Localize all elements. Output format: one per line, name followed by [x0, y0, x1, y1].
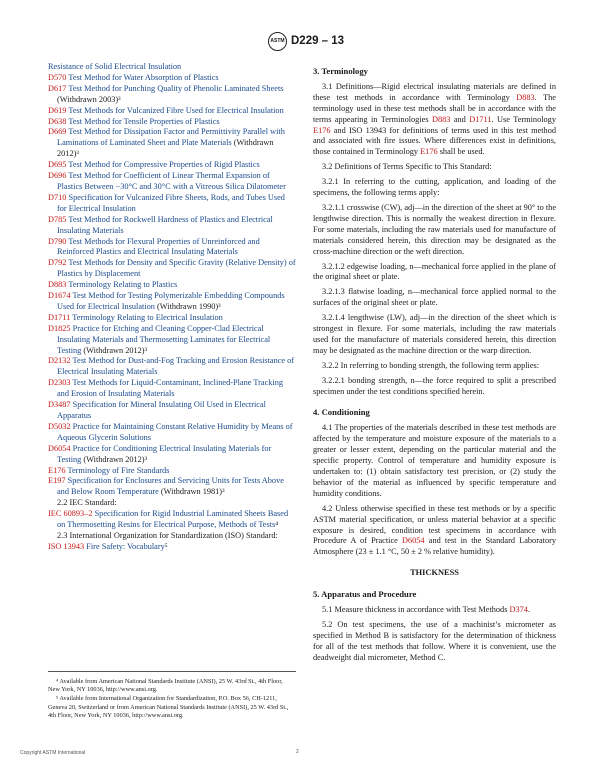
paragraph-4-1: 4.1 The properties of the materials described in these test methods are affected by the temperature and moisture exposure of the materials to a greater or lesser extent, depending on the particular material and the specific property. Control of temperature and humidity exposure is undertaken to: (1) obtain satisfactory test precision, or (2) study the behavior of the material as influenced by specific temperature and humidity conditions. — [313, 423, 556, 498]
reference-title-link[interactable]: Test Method for Compressive Properties of Rigid Plastics — [68, 160, 260, 170]
reference-code-link[interactable]: D710 — [48, 192, 67, 202]
paragraph-3-2-1-4: 3.2.1.4 lengthwise (LW), adj—in the direction of the sheet which is strongest in flexure. For some materials, including the raw materials used for the manufacture of materials considered herein, this direction may be designated as the machine direction or the warp direction. — [313, 313, 556, 355]
reference-title-link[interactable]: Test Methods for Vulcanized Fibre Used for Electrical Insulation — [68, 105, 284, 115]
right-column — [313, 62, 556, 668]
section-5-heading: 5. Apparatus and Procedure — [313, 589, 417, 600]
reference-item — [48, 160, 296, 171]
reference-title-link[interactable]: Resistance of Solid Electrical Insulation — [48, 62, 182, 71]
paragraph-3-2-1-3: 3.2.1.3 flatwise loading, n—mechanical force applied normal to the surfaces of the original sheet or plate. — [313, 287, 556, 308]
reference-item — [48, 106, 296, 117]
reference-note: (Withdrawn 2012)³ — [57, 138, 274, 159]
astm-logo-icon: ASTM — [268, 32, 287, 51]
page-header — [268, 30, 388, 52]
reference-title-link[interactable]: Test Method for Testing Polymerizable Embedding Compounds Used for Electrical Insulation — [57, 291, 285, 311]
reference-item — [48, 378, 296, 400]
reference-note: (Withdrawn 2012)³ — [81, 454, 148, 464]
left-column — [48, 62, 296, 553]
reference-code-link[interactable]: E176 — [48, 465, 66, 475]
reference-title-link[interactable]: Test Method for Punching Quality of Phenolic Laminated Sheets — [68, 83, 284, 93]
thickness-heading: THICKNESS — [410, 568, 459, 578]
paragraph-3-2-2-1: 3.2.2.1 bonding strength, n—the force required to split a prescribed specimen under the test conditions specified herein. — [313, 375, 556, 396]
iec-reference-list — [48, 509, 296, 531]
reference-code-link[interactable]: IEC 60893–2 — [48, 509, 93, 519]
footnote-5: ⁵ Available from International Organization for Standardization, P.O. Box 56, CH-1211, Geneva 20, Switzerland or from American National Standards Institute (ANSI), 25 W. 43rd St., 4th Floor, New York, NY 10036, http://www.ansi.org. — [48, 695, 289, 719]
reference-item — [48, 422, 296, 444]
iec-heading: 2.2 IEC Standard: — [57, 498, 117, 508]
reference-note: ⁴ — [275, 520, 279, 530]
reference-item — [48, 62, 296, 73]
paragraph-4-2: 4.2 Unless otherwise specified in these test methods or by a specific ASTM material specification, or unless material behavior at a specific exposure is desired, condition test specimens in accordance with Procedure A of Practice D6054 and test in the Standard Laboratory Atmosphere (23 ± 1.1 °C, 50 ± 2 % relative humidity). — [313, 503, 557, 557]
reference-title-link[interactable]: Practice for Etching and Cleaning Copper-Clad Electrical Insulating Materials and Thermosetting Laminates for Electrical Testing — [57, 323, 271, 355]
reference-note: (Withdrawn 2012)³ — [81, 345, 148, 355]
reference-note: ⁵ — [164, 541, 168, 551]
reference-code-link[interactable]: D1674 — [48, 291, 71, 301]
reference-code-link[interactable]: D1825 — [48, 323, 71, 333]
reference-code-link[interactable]: D695 — [48, 160, 67, 170]
reference-item — [48, 117, 296, 128]
reference-title-link[interactable]: Terminology Relating to Plastics — [68, 280, 178, 290]
link-e176[interactable]: E176 — [313, 125, 331, 135]
section-3-heading: 3. Terminology — [313, 66, 368, 76]
link-d883[interactable]: D883 — [431, 114, 451, 124]
reference-title-link[interactable]: Test Method for Water Absorption of Plastics — [68, 72, 219, 82]
reference-item — [48, 542, 296, 553]
paragraph-3-2-1-2: 3.2.1.2 edgewise loading, n—mechanical force applied in the plane of the original sheet or plate. — [313, 261, 556, 282]
reference-title-link[interactable]: Specification for Vulcanized Fibre Sheets, Rods, and Tubes Used for Electrical Insulation — [57, 192, 285, 213]
paragraph-3-2-2: 3.2.2 In referring to bonding strength, the following term applies: — [322, 360, 540, 370]
reference-code-link[interactable]: D790 — [48, 236, 67, 246]
reference-title-link[interactable]: Test Method for Rockwell Hardness of Plastics and Electrical Insulating Materials — [57, 214, 273, 235]
paragraph-5-1: 5.1 Measure thickness in accordance with Test Methods D374. — [322, 605, 531, 615]
reference-code-link[interactable]: D5032 — [48, 421, 71, 431]
reference-code-link[interactable]: D2303 — [48, 378, 71, 388]
link-d1711[interactable]: D1711 — [469, 114, 492, 124]
reference-item — [48, 291, 296, 313]
reference-item — [48, 258, 296, 280]
section-4-heading: 4. Conditioning — [313, 407, 370, 418]
reference-item — [48, 171, 296, 193]
reference-title-link[interactable]: Test Method for Coefficient of Linear Thermal Expansion of Plastics Between −30°C and 30°C with a Vitreous Silica Dilatometer — [57, 171, 286, 191]
reference-code-link[interactable]: ISO 13943 — [48, 541, 85, 551]
footnote-4: ⁴ Available from American National Standards Institute (ANSI), 25 W. 43rd St., 4th Floor, New York, NY 10036, http://www.ansi.org. — [48, 678, 283, 694]
reference-title-link[interactable]: Practice for Conditioning Electrical Insulating Materials for Testing — [57, 443, 272, 464]
reference-item — [48, 466, 296, 477]
reference-item — [48, 280, 296, 291]
reference-title-link[interactable]: Specification for Rigid Industrial Laminated Sheets Based on Thermosetting Resins for Electrical Purpose, Methods of Tests — [57, 509, 289, 530]
reference-list — [48, 62, 296, 498]
reference-code-link[interactable]: D3487 — [48, 400, 71, 410]
reference-title-link[interactable]: Specification for Mineral Insulating Oil Used in Electrical Apparatus — [57, 400, 266, 420]
paragraph-3-2-1: 3.2.1 In referring to the cutting, application, and loading of the specimens, the following terms apply: — [313, 177, 556, 198]
reference-code-link[interactable]: D2132 — [48, 356, 71, 366]
copyright-notice: Copyright ASTM International — [20, 750, 86, 756]
reference-title-link[interactable]: Test Methods for Density and Specific Gravity (Relative Density) of Plastics by Displacement — [57, 258, 296, 279]
reference-note: (Withdrawn 2003)³ — [57, 94, 121, 104]
reference-item — [48, 509, 296, 531]
reference-code-link[interactable]: D792 — [48, 258, 67, 268]
reference-item — [48, 476, 296, 498]
reference-item — [48, 237, 296, 259]
reference-code-link[interactable]: D619 — [48, 105, 67, 115]
iso-heading: 2.3 International Organization for Standardization (ISO) Standard: — [57, 530, 278, 540]
footnotes — [48, 671, 296, 721]
reference-item — [48, 356, 296, 378]
reference-title-link[interactable]: Test Methods for Liquid-Contaminant, Inclined-Plane Tracking and Erosion of Insulating Materials — [57, 378, 284, 399]
link-e176[interactable]: E176 — [420, 147, 438, 157]
standard-designation: D229 – 13 — [291, 35, 345, 47]
reference-item — [48, 400, 296, 422]
paragraph-5-2: 5.2 On test specimens, the use of a machinist’s micrometer as specified in Method B is satisfactory for the determination of thickness for all of the test methods that follow. Where it is convenient, use the deadweight dial micrometer, Method C. — [313, 619, 556, 662]
iso-reference-list — [48, 542, 296, 553]
reference-note: (Withdrawn 1990)³ — [154, 301, 221, 311]
reference-item — [48, 193, 296, 215]
reference-item — [48, 444, 296, 466]
page-number: 2 — [296, 749, 299, 755]
paragraph-3-2-1-1: 3.2.1.1 crosswise (CW), adj—in the direction of the sheet at 90° to the lengthwise direction. This is normally the weakest direction in flexure. For some materials, including the raw materials used for manufacture of materials considered herein, this direction may be designated as the cross-machine direction or the weft direction. — [313, 202, 556, 256]
reference-code-link[interactable]: D669 — [48, 127, 67, 137]
reference-title-link[interactable]: Test Methods for Flexural Properties of Unreinforced and Reinforced Plastics and Electrical Insulating Materials — [57, 236, 260, 257]
reference-note: (Withdrawn 1981)³ — [158, 487, 225, 497]
reference-item — [48, 73, 296, 84]
reference-title-link[interactable]: Test Method for Dust-and-Fog Tracking and Erosion Resistance of Electrical Insulating Materials — [57, 356, 295, 377]
reference-item — [48, 215, 296, 237]
link-d374[interactable]: D374 — [509, 605, 528, 615]
reference-item — [48, 127, 296, 160]
reference-item — [48, 324, 296, 357]
reference-code-link[interactable]: D1711 — [48, 312, 71, 322]
reference-code-link[interactable]: D570 — [48, 72, 67, 82]
reference-item — [48, 313, 296, 324]
reference-code-link[interactable]: E197 — [48, 476, 66, 486]
paragraph-3-2: 3.2 Definitions of Terms Specific to This Standard: — [322, 162, 492, 172]
reference-title-link[interactable]: Test Method for Dissipation Factor and Permittivity Parallel with Laminations of Laminated Sheet and Plate Materials — [57, 127, 285, 148]
reference-title-link[interactable]: Fire Safety: Vocabulary — [86, 541, 165, 551]
reference-title-link[interactable]: Terminology of Fire Standards — [67, 465, 170, 475]
reference-code-link[interactable]: D883 — [48, 280, 67, 290]
reference-title-link[interactable]: Terminology Relating to Electrical Insulation — [72, 312, 223, 322]
reference-code-link[interactable]: D638 — [48, 116, 67, 126]
link-d883[interactable]: D883 — [516, 92, 535, 102]
link-d6054[interactable]: D6054 — [402, 536, 425, 546]
reference-code-link[interactable]: D785 — [48, 214, 67, 224]
reference-item — [48, 84, 296, 106]
reference-code-link[interactable]: D6054 — [48, 443, 71, 453]
reference-code-link[interactable]: D696 — [48, 171, 67, 181]
paragraph-3-1: 3.1 Definitions—Rigid electrical insulating materials are defined in these test methods in accordance with Terminology D883. The terminology used in these test methods shall be in accordance with the terms appearing in Terminologies D883 and D1711. Use Terminology E176 and ISO 13943 for definitions of terms used in this test method and associated with fire issues. Where differences exist in definitions, those contained in Terminology E176 shall be used. — [313, 81, 556, 157]
reference-title-link[interactable]: Specification for Enclosures and Servicing Units for Tests Above and Below Room Temperature — [57, 476, 284, 497]
reference-title-link[interactable]: Test Method for Tensile Properties of Plastics — [68, 116, 220, 126]
reference-title-link[interactable]: Practice for Maintaining Constant Relative Humidity by Means of Aqueous Glycerin Solutions — [57, 421, 293, 442]
reference-code-link[interactable]: D617 — [48, 83, 67, 93]
